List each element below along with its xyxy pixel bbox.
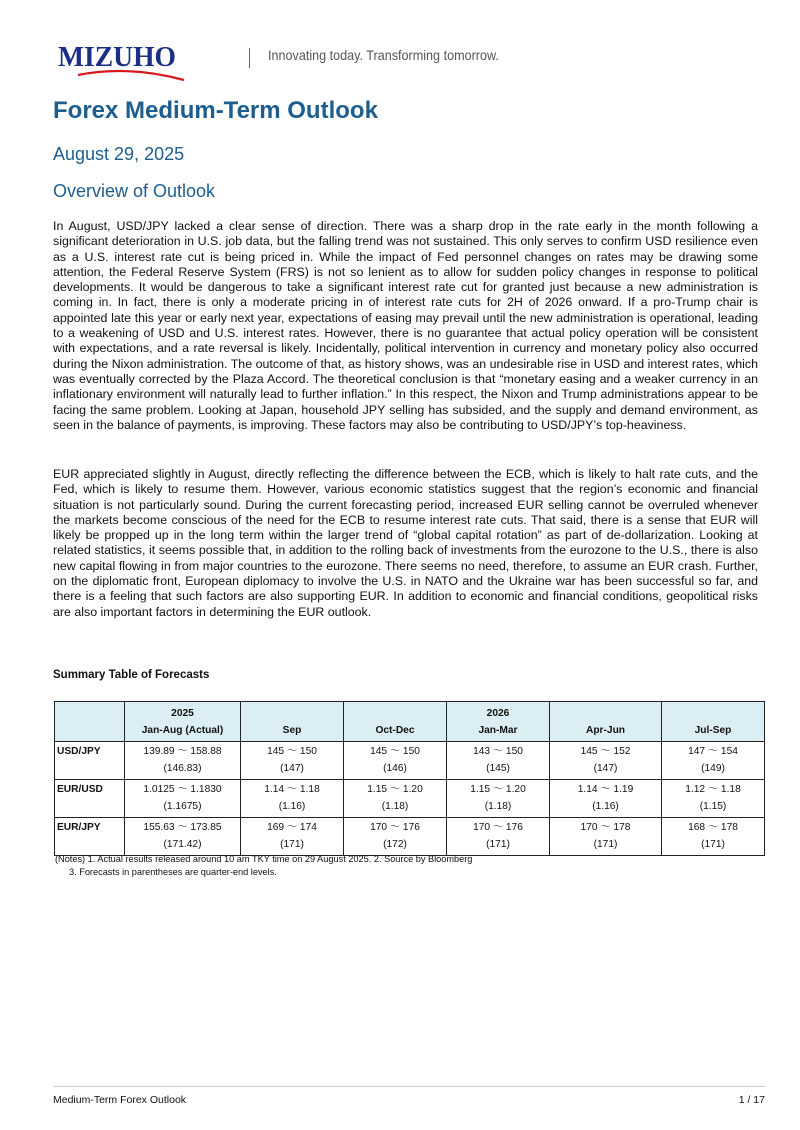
table-cell: 168 〜 178 (171): [662, 818, 765, 856]
footer-divider: [53, 1086, 765, 1087]
table-cell: 170 〜 176 (171): [447, 818, 550, 856]
table-cell: 147 〜 154 (149): [662, 742, 765, 780]
table-row: [55, 818, 765, 856]
paragraph-usdjpy: In August, USD/JPY lacked a clear sense of direction. There was a sharp drop in the rate early in the month following a significant deterioration in U.S. job data, but the falling trend was not sustained. This only serves to confirm USD resilience even as a U.S. interest rate cut is being priced in. While the impact of Fed personnel changes on rates may be drawing some attention, the Federal Reserve System (FRS) is not so lenient as to allow for sudden policy changes in response to political developments. It would be dangerous to take a significant interest rate cut for granted just because a new administration is coming in. In fact, there is only a moderate pricing in of interest rate cuts for 2H of 2026 onward. If a pro-Trump chair is appointed late this year or early next year, expectations of easing may prevail until the new administration is operational, leading to a weakening of USD and U.S. interest rates. However, there is no guarantee that actual policy operation will be consistent with expectations, and a rate reversal is likely. Incidentally, political intervention in currency and monetary policy also occurred during the Nixon administration. The outcome of that, as history shows, was an undesirable rise in USD and interest rates, which was eventually corrected by the Plaza Accord. The theoretical conclusion is that “monetary easing and a weaker currency in an inflationary environment will naturally lead to further inflation.” In this respect, the Nixon and Trump administrations appear to be facing the same problem. Looking at Japan, household JPY selling has subsided, and the supply and demand environment, as seen in the balance of payments, is improving. These factors may also be contributing to USD/JPY’s top-heaviness.: [53, 219, 758, 432]
col-header-oct-dec: Oct-Dec: [344, 702, 447, 742]
table-header-row: [55, 702, 765, 742]
table-cell: 155.63 〜 173.85 (171.42): [125, 818, 241, 856]
forecast-table: [54, 701, 765, 856]
row-label-eurusd: EUR/USD: [55, 780, 125, 818]
table-note-line: 3. Forecasts in parentheses are quarter-end levels.: [69, 867, 277, 877]
brand-separator: [249, 48, 250, 68]
col-header-jan-aug: 2025 Jan-Aug (Actual): [125, 702, 241, 742]
mizuho-logo: [58, 42, 190, 86]
mizuho-logo-mark: [58, 42, 190, 86]
table-row: [55, 780, 765, 818]
document-date: August 29, 2025: [53, 144, 185, 164]
table-cell: 1.14 〜 1.18 (1.16): [241, 780, 344, 818]
table-corner-cell: [55, 702, 125, 742]
row-label-eurjpy: EUR/JPY: [55, 818, 125, 856]
table-cell: 170 〜 176 (172): [344, 818, 447, 856]
table-row: [55, 742, 765, 780]
table-cell: 139.89 〜 158.88 (146.83): [125, 742, 241, 780]
table-notes: [55, 853, 472, 879]
col-header-sep: Sep: [241, 702, 344, 742]
table-cell: 1.14 〜 1.19 (1.16): [550, 780, 662, 818]
table-cell: 1.15 〜 1.20 (1.18): [344, 780, 447, 818]
col-header-apr-jun: Apr-Jun: [550, 702, 662, 742]
document-title: Forex Medium-Term Outlook: [53, 97, 378, 124]
paragraph-eur: EUR appreciated slightly in August, directly reflecting the difference between the ECB, which is likely to halt rate cuts, and the Fed, which is likely to resume them. However, various economic statistics suggest that the region’s economic and financial situation is not particularly sound. During the current forecasting period, increased EUR selling cannot be overruled whenever the markets become conscious of the need for the ECB to resume interest rate cuts. That said, there is a sense that EUR will likely be propped up in the long term within the larger trend of “global capital rotation” as part of de-dollarization. Looking at related statistics, it seems possible that, in addition to the rolling back of investments from the eurozone to the U.S., there is also new capital flowing in from major countries to the eurozone. There seems no need, therefore, to assume an EUR crash. Further, on the diplomatic front, European diplomacy to involve the U.S. in NATO and the Ukraine war has been successful so far, and there is a feeling that such factors are also supporting EUR. In addition to economic and financial conditions, geopolitical risks are also important factors in determining the EUR outlook.: [53, 467, 758, 619]
footer-page-number: 1 / 17: [738, 1094, 765, 1106]
col-header-jan-mar: 2026 Jan-Mar: [447, 702, 550, 742]
svg-text:MIZUHO: MIZUHO: [58, 42, 176, 73]
col-header-jul-sep: Jul-Sep: [662, 702, 765, 742]
row-label-usdjpy: USD/JPY: [55, 742, 125, 780]
table-cell: 145 〜 152 (147): [550, 742, 662, 780]
table-cell: 170 〜 178 (171): [550, 818, 662, 856]
table-cell: 145 〜 150 (146): [344, 742, 447, 780]
table-cell: 145 〜 150 (147): [241, 742, 344, 780]
table-cell: 143 〜 150 (145): [447, 742, 550, 780]
table-caption: Summary Table of Forecasts: [53, 669, 210, 681]
table-cell: 1.12 〜 1.18 (1.15): [662, 780, 765, 818]
table-note-line: (Notes) 1. Actual results released around 10 am TKY time on 29 August 2025. 2. Source by Bloomberg: [55, 854, 473, 864]
table-cell: 169 〜 174 (171): [241, 818, 344, 856]
brand-tagline: Innovating today. Transforming tomorrow.: [268, 47, 499, 63]
footer-document-name: Medium-Term Forex Outlook: [53, 1094, 187, 1106]
section-title: Overview of Outlook: [53, 181, 216, 201]
table-cell: 1.0125 〜 1.1830 (1.1675): [125, 780, 241, 818]
table-cell: 1.15 〜 1.20 (1.18): [447, 780, 550, 818]
